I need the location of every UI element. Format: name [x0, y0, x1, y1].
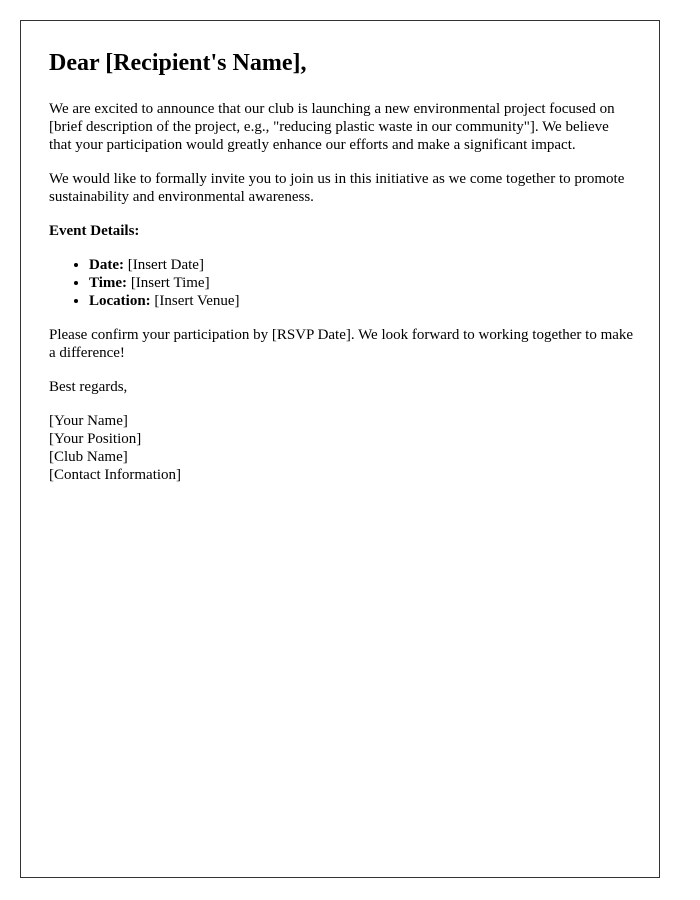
event-date-value: [Insert Date]	[123, 257, 204, 273]
event-details-heading: Event Details:	[49, 223, 140, 239]
invitation-paragraph: We would like to formally invite you to join us in this initiative as we come together to promote sustainability and environmental awareness.	[49, 171, 625, 205]
event-time-label: Time:	[89, 275, 128, 291]
intro-paragraph: We are excited to announce that our club is launching a new environmental project focused on [brief description of the project, e.g., "reducing plastic waste in our community"]. We believe that your participation would greatly enhance our efforts and make a significant impact.	[49, 101, 615, 153]
event-details-list	[49, 256, 634, 310]
event-date-item	[89, 256, 634, 274]
closing-line: Best regards,	[49, 379, 128, 395]
signature-club: [Club Name]	[49, 449, 128, 465]
signature-name: [Your Name]	[49, 413, 128, 429]
event-time-value: [Insert Time]	[127, 275, 210, 291]
letter-page	[20, 20, 660, 878]
signature-block	[49, 412, 634, 484]
signature-contact: [Contact Information]	[49, 467, 182, 483]
event-location-value: [Insert Venue]	[150, 293, 240, 309]
greeting-heading: Dear [Recipient's Name],	[49, 50, 307, 76]
signature-position: [Your Position]	[49, 431, 142, 447]
event-date-label: Date:	[89, 257, 124, 273]
rsvp-paragraph: Please confirm your participation by [RSVP Date]. We look forward to working together to make a difference!	[49, 327, 634, 361]
letter-content	[49, 21, 634, 484]
event-location-label: Location:	[89, 293, 151, 309]
event-time-item	[89, 274, 634, 292]
event-location-item	[89, 292, 634, 310]
